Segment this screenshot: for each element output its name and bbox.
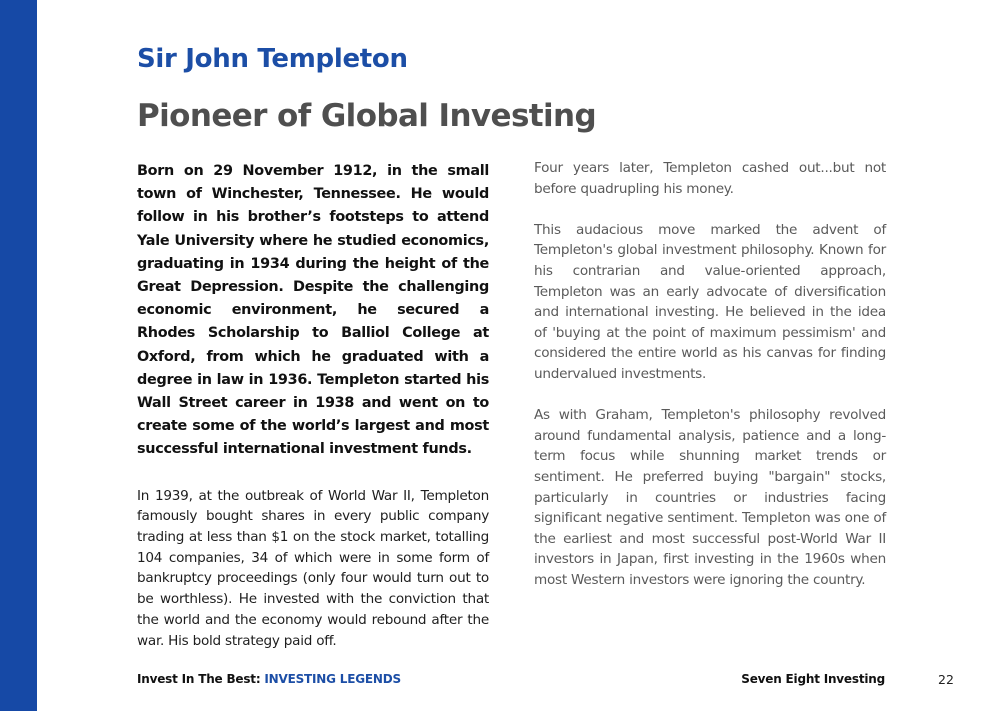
- body-paragraph: In 1939, at the outbreak of World War II, Templeton famously bought shares in every public company trading at less than $1 on the stock market, totalling 104 companies, 34 of which were in some form of bankruptcy proceedings (only four would turn out to be worthless). He invested with the conviction that the world and the economy would rebound after the war. His bold strategy paid off.: [137, 487, 489, 649]
- body-paragraph: Four years later, Templeton cashed out...but not before quadrupling his money.: [534, 160, 886, 197]
- footer-book-title: [137, 672, 401, 686]
- left-column: [137, 160, 489, 651]
- right-column: [534, 158, 886, 590]
- footer-book-series: INVESTING LEGENDS: [264, 672, 401, 686]
- page-title: Pioneer of Global Investing: [137, 98, 597, 134]
- intro-paragraph: Born on 29 November 1912, in the small town of Winchester, Tennessee. He would follow in his brother’s footsteps to attend Yale University where he studied economics, graduating in 1934 during the height of the Great Depression. Despite the challenging economic environment, he secured a Rhodes Scholarship to Balliol College at Oxford, from which he graduated with a degree in law in 1936. Templeton started his Wall Street career in 1938 and went on to create some of the world’s largest and most successful international investment funds.: [137, 163, 489, 458]
- footer-book-prefix: Invest In The Best:: [137, 672, 265, 686]
- page-number: 22: [938, 672, 954, 687]
- side-accent-bar: [0, 0, 37, 711]
- footer-brand: Seven Eight Investing: [741, 672, 885, 686]
- body-paragraph: As with Graham, Templeton's philosophy revolved around fundamental analysis, patience and a long-term focus while shunning market trends or sentiment. He preferred buying "bargain" stocks, particularly in countries or industries facing significant negative sentiment. Templeton was one of the earliest and most successful post-World War II investors in Japan, first investing in the 1960s when most Western investors were ignoring the country.: [534, 407, 886, 588]
- body-paragraph: This audacious move marked the advent of Templeton's global investment philosophy. Known for his contrarian and value-oriented approach, Templeton was an early advocate of diversification and international investing. He believed in the idea of 'buying at the point of maximum pessimism' and considered the entire world as his canvas for finding undervalued investments.: [534, 221, 886, 382]
- page-subtitle: Sir John Templeton: [137, 44, 408, 74]
